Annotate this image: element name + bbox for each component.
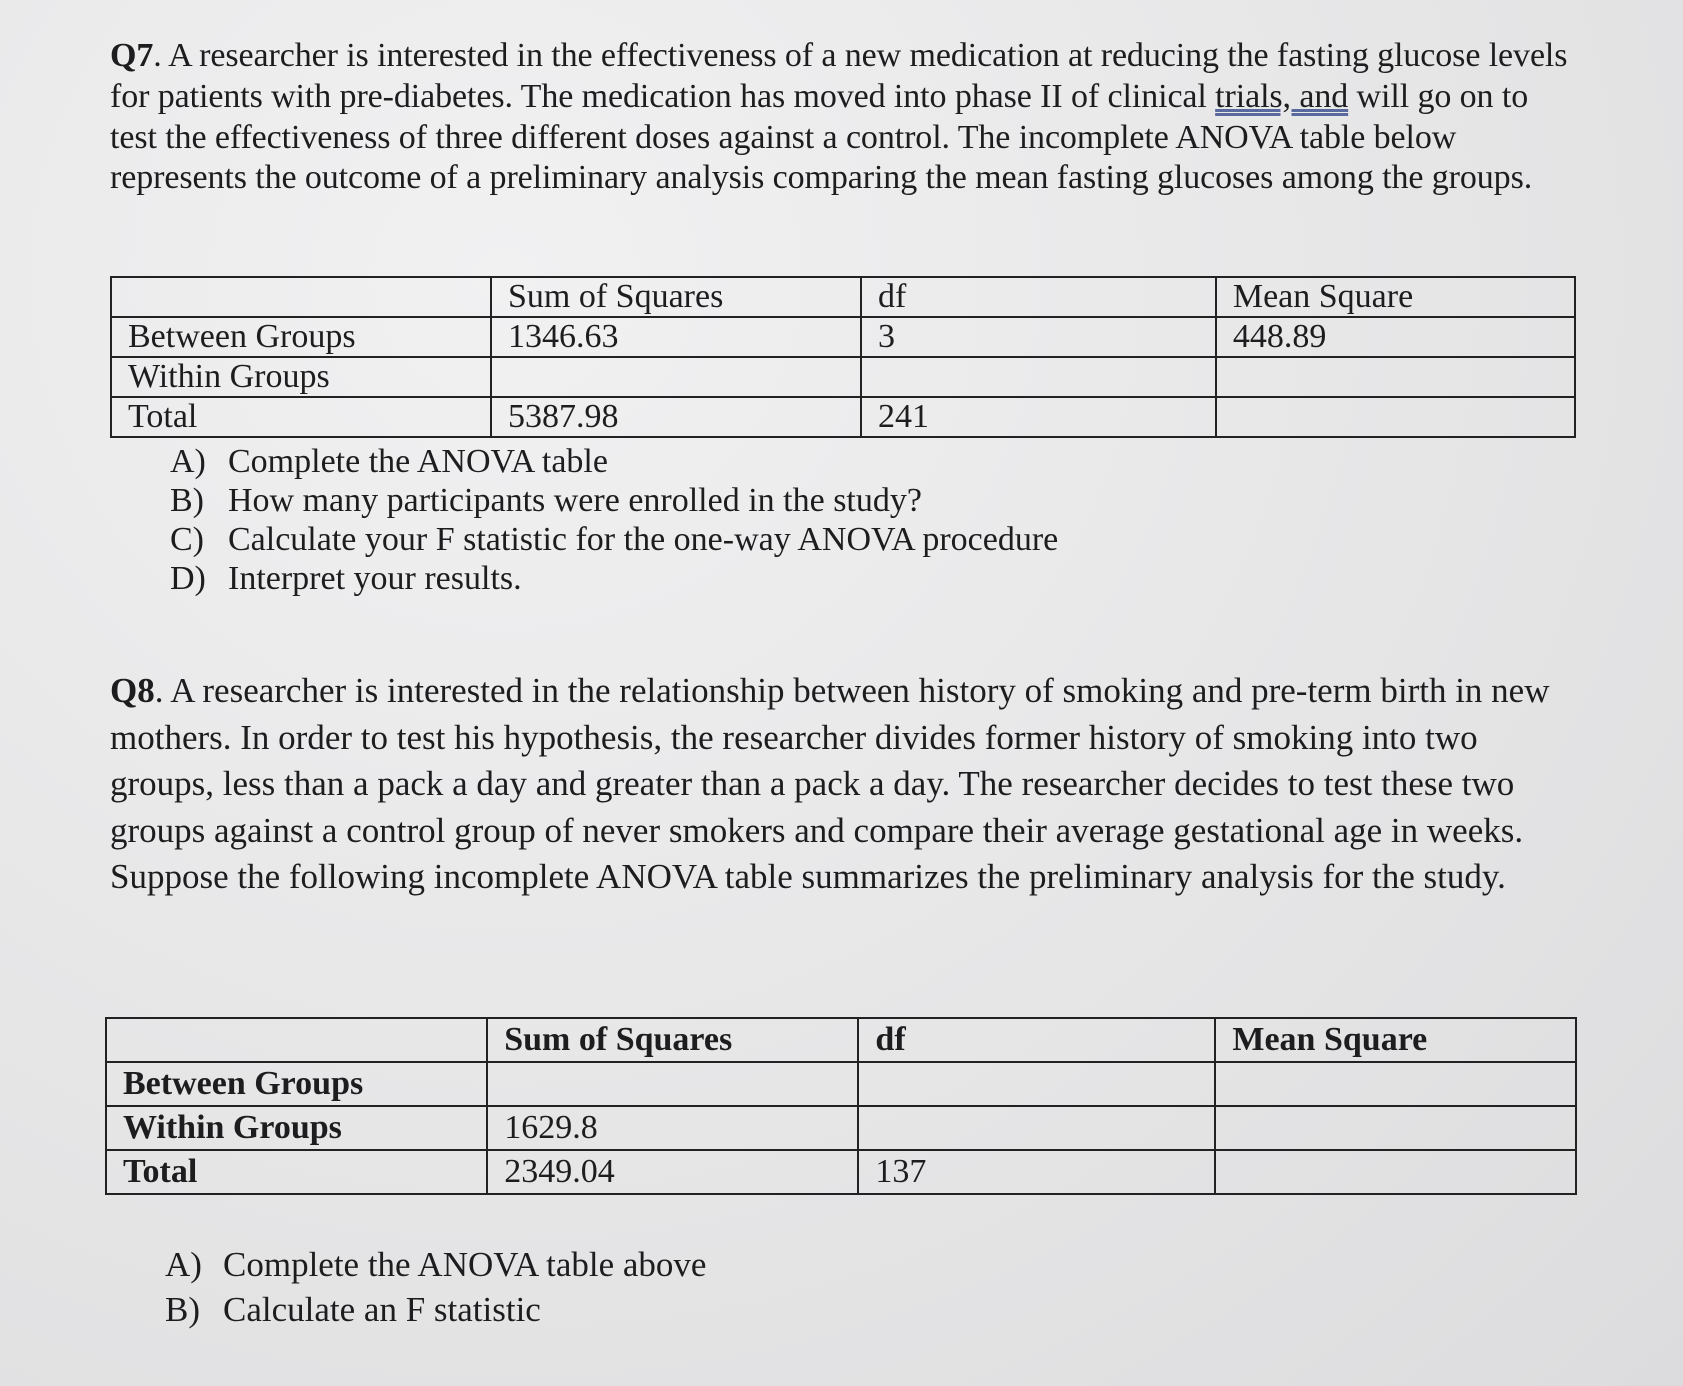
- table-header-cell: Mean Square: [1215, 1018, 1576, 1062]
- table-cell: [858, 1106, 1215, 1150]
- table-header-cell: Mean Square: [1216, 277, 1575, 317]
- list-item: [170, 559, 1058, 598]
- q7-text-after: will go on to test the effectiveness of three different doses against a control. The incomplete ANOVA table below represents the outcome of a preliminary analysis comparing the mean fasting glucoses among the groups.: [110, 77, 1533, 197]
- q7-subquestion-list: [170, 442, 1058, 598]
- table-cell: 1629.8: [487, 1106, 858, 1150]
- subquestion-text: Interpret your results.: [228, 560, 522, 597]
- table-header-cell: df: [861, 277, 1216, 317]
- table-cell: [1215, 1150, 1576, 1194]
- table-cell: [491, 357, 861, 397]
- table-cell: [1216, 357, 1575, 397]
- q7-text-before: . A researcher is interested in the effectiveness of a new medication at reducing the fasting glucose levels for patients with pre-diabetes. The medication has moved into phase II of clinical: [110, 37, 1568, 115]
- table-cell: 1346.63: [491, 317, 861, 357]
- table-cell: [1216, 397, 1575, 437]
- table-cell: 3: [861, 317, 1216, 357]
- subquestion-text: Calculate an F statistic: [223, 1290, 541, 1329]
- subquestion-text: How many participants were enrolled in the study?: [228, 482, 922, 519]
- subquestion-letter: B): [170, 482, 204, 519]
- q8-subquestion-list: [165, 1245, 706, 1335]
- list-item: [170, 520, 1058, 559]
- table-row: [111, 317, 1575, 357]
- table-row: [111, 357, 1575, 397]
- table-cell: [1215, 1106, 1576, 1150]
- table-cell: 241: [861, 397, 1216, 437]
- subquestion-text: Calculate your F statistic for the one-way ANOVA procedure: [228, 521, 1059, 558]
- q8-question-text: [110, 668, 1580, 901]
- subquestion-letter: C): [170, 521, 204, 558]
- q7-underlined-text: trials, and: [1215, 77, 1349, 115]
- subquestion-text: Complete the ANOVA table above: [223, 1245, 707, 1284]
- subquestion-letter: B): [165, 1290, 200, 1329]
- table-header-cell: Sum of Squares: [491, 277, 861, 317]
- q7-number: Q7: [110, 37, 154, 74]
- table-header-cell: [111, 277, 491, 317]
- table-cell: Total: [111, 397, 491, 437]
- q7-question-text: [110, 36, 1580, 199]
- table-header-cell: df: [858, 1018, 1215, 1062]
- subquestion-letter: D): [170, 560, 206, 597]
- list-item: [170, 442, 1058, 481]
- table-cell: 5387.98: [491, 397, 861, 437]
- table-cell: Between Groups: [111, 317, 491, 357]
- list-item: [165, 1290, 706, 1335]
- table-cell: Within Groups: [106, 1106, 487, 1150]
- table-row: [106, 1062, 1576, 1106]
- q8-anova-table: [105, 1017, 1577, 1195]
- table-cell: Total: [106, 1150, 487, 1194]
- table-header-cell: [106, 1018, 487, 1062]
- q8-text: . A researcher is interested in the relationship between history of smoking and pre-term birth in new mothers. In order to test his hypothesis, the researcher divides former history of smoking into two groups, less than a pack a day and greater than a pack a day. The researcher decides to test these two groups against a control group of never smokers and compare their average gestational age in weeks. Suppose the following incomplete ANOVA table summarizes the preliminary analysis for the study.: [110, 671, 1550, 897]
- table-cell: [487, 1062, 858, 1106]
- table-row: [106, 1150, 1576, 1194]
- subquestion-text: Complete the ANOVA table: [228, 443, 608, 480]
- q7-anova-table: [110, 276, 1576, 438]
- table-cell: [861, 357, 1216, 397]
- list-item: [165, 1245, 706, 1290]
- table-cell: [1215, 1062, 1576, 1106]
- table-cell: Within Groups: [111, 357, 491, 397]
- table-cell: [858, 1062, 1215, 1106]
- table-header-row: [111, 277, 1575, 317]
- table-cell: 448.89: [1216, 317, 1575, 357]
- table-row: [111, 397, 1575, 437]
- q8-number: Q8: [110, 671, 155, 710]
- table-row: [106, 1106, 1576, 1150]
- subquestion-letter: A): [165, 1245, 202, 1284]
- table-header-row: [106, 1018, 1576, 1062]
- table-cell: Between Groups: [106, 1062, 487, 1106]
- list-item: [170, 481, 1058, 520]
- table-cell: 2349.04: [487, 1150, 858, 1194]
- table-header-cell: Sum of Squares: [487, 1018, 858, 1062]
- table-cell: 137: [858, 1150, 1215, 1194]
- subquestion-letter: A): [170, 443, 206, 480]
